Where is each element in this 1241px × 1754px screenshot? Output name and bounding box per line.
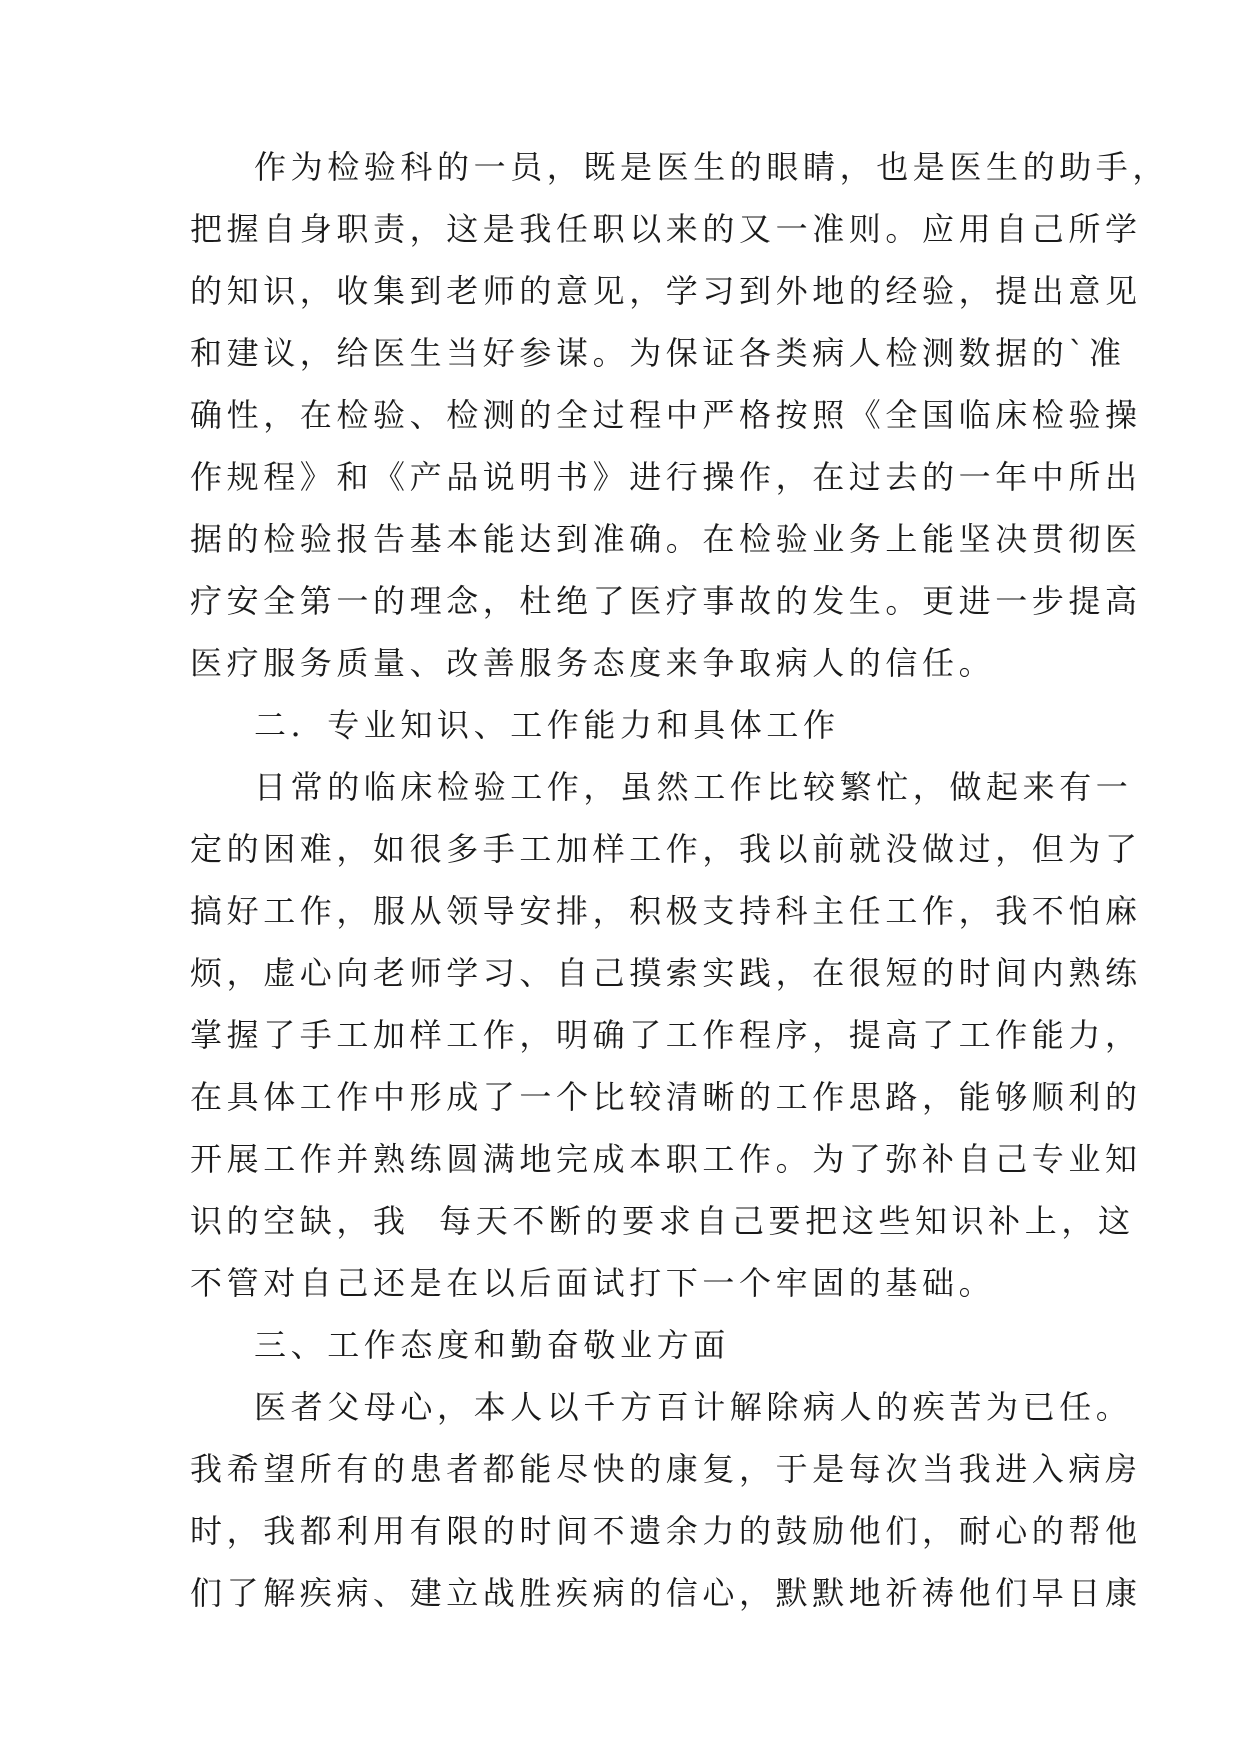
paragraph-line: 不管对自己还是在以后面试打下一个牢固的基础。: [190, 1264, 996, 1302]
paragraph-line: 疗安全第一的理念，杜绝了医疗事故的发生。更进一步提高: [190, 582, 1142, 620]
paragraph-line: 定的困难，如很多手工加样工作，我以前就没做过，但为了: [190, 830, 1142, 868]
paragraph-line: 烦，虚心向老师学习、自己摸索实践，在很短的时间内熟练: [190, 954, 1142, 992]
paragraph-line: 医疗服务质量、改善服务态度来争取病人的信任。: [190, 644, 996, 682]
paragraph-line: 识的空缺，我 每天不断的要求自己要把这些知识补上，这: [190, 1202, 1135, 1240]
paragraph-line: 在具体工作中形成了一个比较清晰的工作思路，能够顺利的: [190, 1078, 1142, 1116]
document-body: [190, 136, 1170, 1624]
paragraph-line: 日常的临床检验工作，虽然工作比较繁忙，做起来有一: [254, 768, 1133, 806]
section-heading-3: 三、工作态度和勤奋敬业方面: [254, 1326, 730, 1364]
paragraph-line: 掌握了手工加样工作，明确了工作程序，提高了工作能力，: [190, 1016, 1142, 1054]
section-heading-2: 二．专业知识、工作能力和具体工作: [254, 706, 840, 744]
paragraph-line: 搞好工作，服从领导安排，积极支持科主任工作，我不怕麻: [190, 892, 1142, 930]
paragraph-line: 我希望所有的患者都能尽快的康复，于是每次当我进入病房: [190, 1450, 1142, 1488]
paragraph-line: 的知识，收集到老师的意见，学习到外地的经验，提出意见: [190, 272, 1142, 310]
paragraph-line: 把握自身职责，这是我任职以来的又一准则。应用自己所学: [190, 210, 1142, 248]
paragraph-line: 医者父母心，本人以千方百计解除病人的疾苦为已任。: [254, 1388, 1133, 1426]
paragraph-line: 作规程》和《产品说明书》进行操作，在过去的一年中所出: [190, 458, 1142, 496]
paragraph-line: 和建议，给医生当好参谋。为保证各类病人检测数据的`准: [190, 334, 1126, 372]
paragraph-line: 据的检验报告基本能达到准确。在检验业务上能坚决贯彻医: [190, 520, 1142, 558]
paragraph-line: 时，我都利用有限的时间不遗余力的鼓励他们，耐心的帮他: [190, 1512, 1142, 1550]
paragraph-line: 作为检验科的一员，既是医生的眼睛，也是医生的助手，: [254, 148, 1170, 186]
paragraph-line: 确性，在检验、检测的全过程中严格按照《全国临床检验操: [190, 396, 1142, 434]
paragraph-line: 们了解疾病、建立战胜疾病的信心，默默地祈祷他们早日康: [190, 1574, 1142, 1612]
paragraph-line: 开展工作并熟练圆满地完成本职工作。为了弥补自己专业知: [190, 1140, 1142, 1178]
